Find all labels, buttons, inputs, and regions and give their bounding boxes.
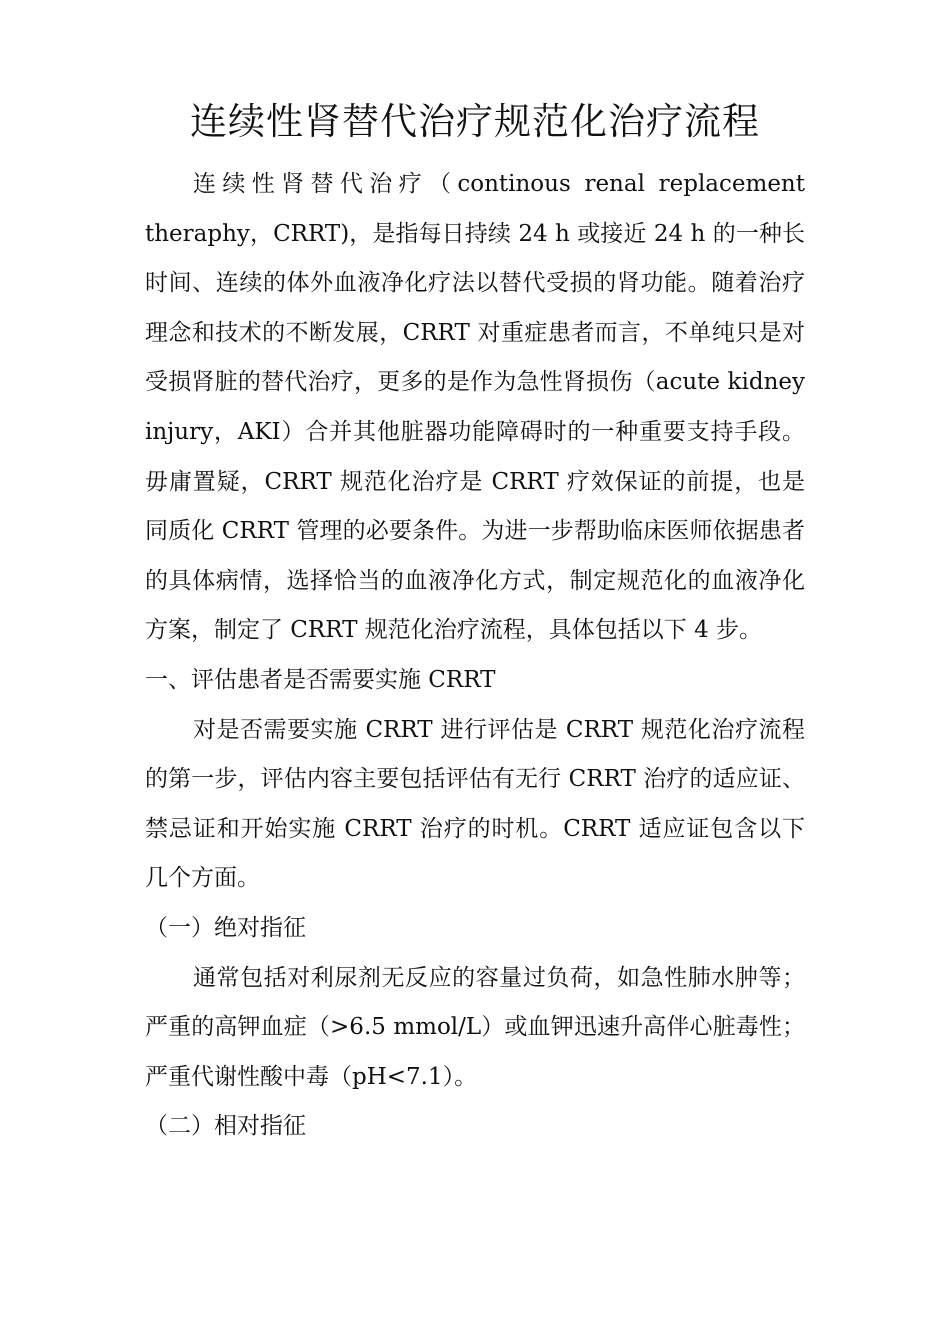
document-body [145, 160, 805, 1152]
section-1-paragraph: 对是否需要实施 CRRT 进行评估是 CRRT 规范化治疗流程的第一步，评估内容主要包括评估有无行 CRRT 治疗的适应证、禁忌证和开始实施 CRRT 治疗的时机。CRRT 适应证包含以下几个方面。 [145, 716, 805, 892]
subsection-heading-absolute: （一）绝对指征 [145, 914, 306, 941]
absolute-indications-paragraph: 通常包括对利尿剂无反应的容量过负荷，如急性肺水肿等；严重的高钾血症（>6.5 mmol/L）或血钾迅速升高伴心脏毒性；严重代谢性酸中毒（pH<7.1）。 [145, 964, 805, 1090]
subsection-heading-relative: （二）相对指征 [145, 1113, 306, 1140]
page-title: 连续性肾替代治疗规范化治疗流程 [190, 100, 760, 143]
section-heading-1: 一、评估患者是否需要实施 CRRT [145, 666, 496, 693]
intro-paragraph: 连续性肾替代治疗（continous renal replacement theraphy，CRRT)，是指每日持续 24 h 或接近 24 h 的一种长时间、连续的体外血液净化疗法以替代受损的肾功能。随着治疗理念和技术的不断发展，CRRT 对重症患者而言，不单纯只是对受损肾脏的替代治疗，更多的是作为急性肾损伤（acute kidney injury，AKI）合并其他脏器功能障碍时的一种重要支持手段。毋庸置疑，CRRT 规范化治疗是 CRRT 疗效保证的前提，也是同质化 CRRT 管理的必要条件。为进一步帮助临床医师依据患者的具体病情，选择恰当的血液净化方式，制定规范化的血液净化方案，制定了 CRRT 规范化治疗流程，具体包括以下 4 步。 [145, 171, 805, 644]
